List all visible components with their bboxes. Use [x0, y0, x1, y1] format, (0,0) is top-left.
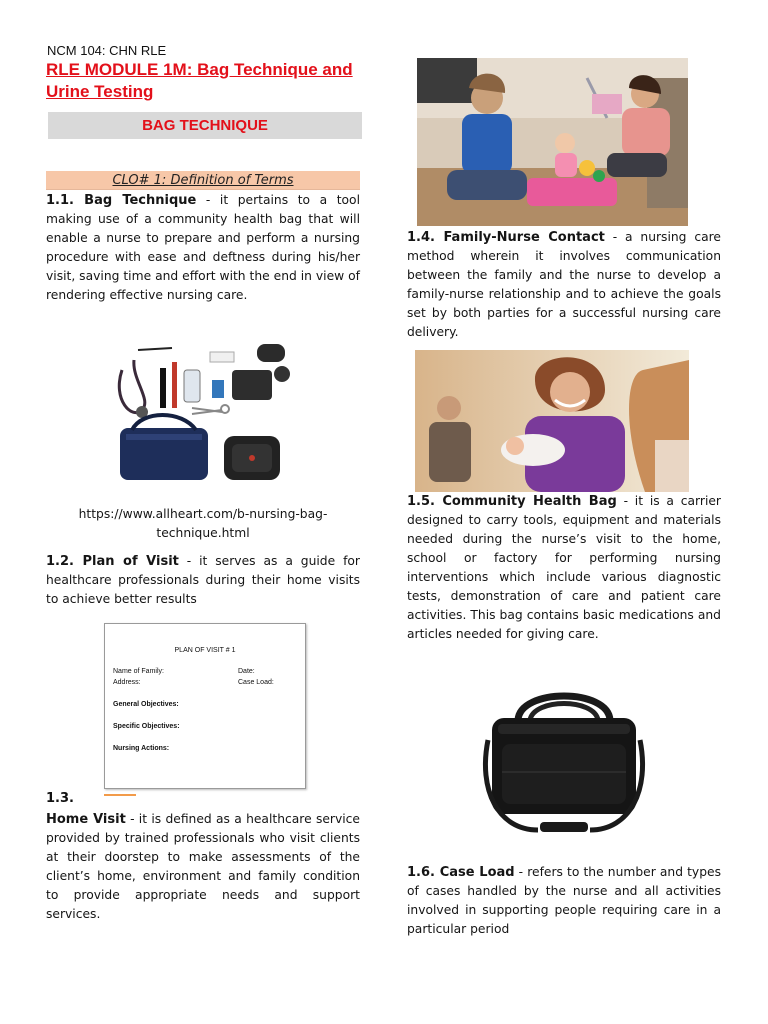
plan-form-actions: Nursing Actions: [113, 745, 170, 752]
term-family-nurse-contact [407, 228, 721, 342]
term-label: 1.6. Case Load [407, 865, 515, 880]
course-code: NCM 104: CHN RLE [47, 43, 167, 58]
term-label: Home Visit [46, 812, 126, 827]
plan-form-title: PLAN OF VISIT # 1 [174, 647, 236, 654]
term-bag-technique [46, 191, 360, 305]
term-plan-of-visit [46, 552, 360, 609]
divider-rule [104, 794, 136, 796]
clo-title: CLO# 1: Definition of Terms [112, 172, 294, 188]
term-home-visit [46, 810, 360, 924]
plan-form-date: Date: [238, 668, 255, 675]
term-definition: - it is a carrier designed to carry tools, equipment and materials needed during the nurse’s visit to the home, school or factory for performing nursing interventions which include various diagnostic tests, demonstration of care and patient care activities. This bag contains basic medications and articles needed for giving care. [407, 494, 721, 641]
term-case-load [407, 863, 721, 939]
term-definition: - it pertains to a tool making use of a community health bag that will enable a nurse to prepare and perform a nursing procedure with ease and deftness during his/her visit, saving time and effort with the end in view of rendering effective nursing care. [46, 193, 360, 302]
module-title: RLE MODULE 1M: Bag Technique and Urine Testing [46, 60, 353, 101]
plan-form-specific: Specific Objectives: [113, 723, 180, 730]
plan-form-caseload: Case Load: [238, 679, 274, 686]
section-banner [46, 112, 362, 139]
black-health-bag-photo [478, 680, 650, 848]
term-label: 1.5. Community Health Bag [407, 494, 617, 509]
term-definition: - it serves as a guide for healthcare professionals during their home visits to achieve better results [46, 554, 360, 606]
term-label: 1.1. Bag Technique [46, 193, 197, 208]
plan-of-visit-form [104, 623, 306, 789]
term-number-1-3: 1.3. [46, 791, 74, 806]
clo-banner [46, 171, 360, 190]
bag-image-source-link[interactable]: https://www.allheart.com/b-nursing-bag-technique.html [78, 507, 328, 540]
nursing-kit-image [112, 340, 300, 488]
plan-form-address: Address: [113, 679, 141, 686]
plan-form-family: Name of Family: [113, 668, 164, 675]
nurse-newborn-photo [415, 350, 689, 492]
term-definition: - a nursing care method wherein it involves communication between the family and the nurse to develop a family-nurse relationship and to achieve the goals set by both parties for a successful nursing care delivery. [407, 230, 721, 339]
section-title: BAG TECHNIQUE [142, 117, 268, 134]
term-label: 1.2. Plan of Visit [46, 554, 179, 569]
term-label: 1.4. Family-Nurse Contact [407, 230, 605, 245]
plan-form-general: General Objectives: [113, 701, 179, 708]
term-definition: - refers to the number and types of cases handled by the nurse and all activities involved in supporting people requiring care in a particular period [407, 865, 721, 936]
term-community-health-bag [407, 492, 721, 644]
term-definition: - it is defined as a healthcare service provided by trained professionals who visit clients at their doorstep to make assessments of the client’s home, environment and family condition to provide appropriate needs and support services. [46, 812, 360, 921]
nurse-home-visit-photo [417, 58, 688, 226]
